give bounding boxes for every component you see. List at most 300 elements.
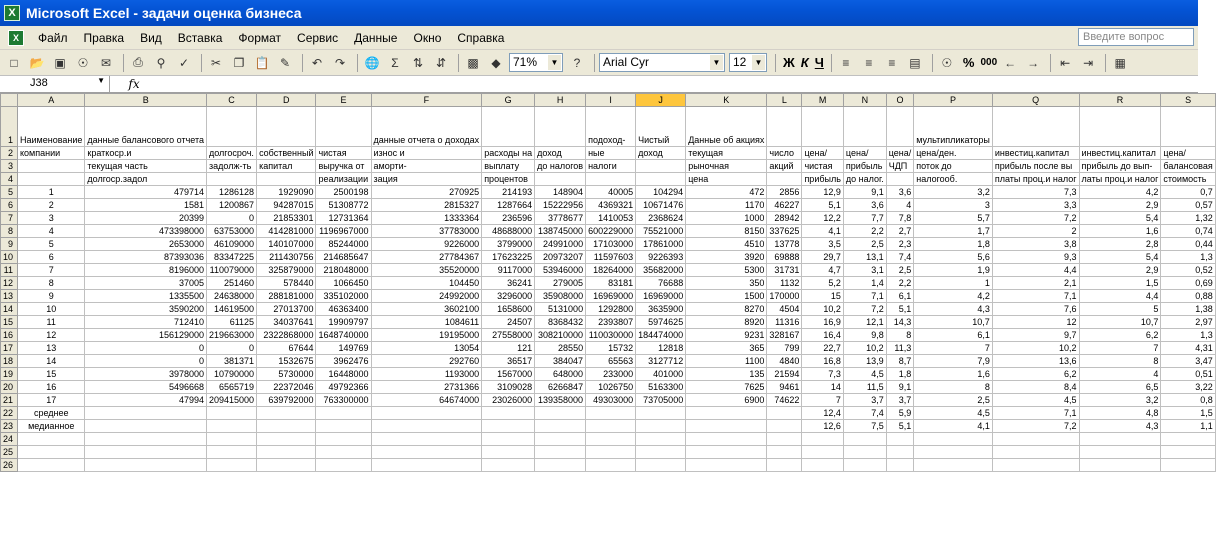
cell[interactable]: 17 [18,394,85,407]
cell[interactable] [636,407,686,420]
formula-input[interactable] [158,76,1198,92]
cell[interactable]: 2,8 [1079,238,1161,251]
cell[interactable]: 16,4 [802,329,843,342]
help-icon[interactable]: ? [573,55,581,70]
cell[interactable]: 4369321 [586,199,636,212]
cell[interactable]: 1658600 [482,303,535,316]
cell[interactable]: 10,7 [1079,316,1161,329]
name-box[interactable] [0,76,110,92]
cell[interactable]: Наименование [18,107,85,147]
cell[interactable] [802,459,843,472]
cell[interactable]: 37005 [85,277,207,290]
cell[interactable] [18,459,85,472]
cell[interactable]: 7,9 [914,355,993,368]
cell[interactable]: процентов [482,173,535,186]
cell[interactable]: 3602100 [371,303,482,316]
cell[interactable]: 2500198 [316,186,371,199]
cell[interactable]: 7,1 [992,407,1079,420]
cell[interactable]: 14619500 [207,303,257,316]
cell[interactable] [316,407,371,420]
cell[interactable]: 3,47 [1161,355,1215,368]
cell[interactable] [886,433,914,446]
cell[interactable]: число [767,147,802,160]
cell[interactable]: 1,8 [914,238,993,251]
cell[interactable]: 270925 [371,186,482,199]
cell[interactable]: 22,7 [802,342,843,355]
cell[interactable]: 27013700 [257,303,316,316]
row-header[interactable]: 7 [1,212,18,225]
cell[interactable]: налогооб. [914,173,993,186]
cell[interactable] [886,173,914,186]
cell[interactable]: 0 [85,355,207,368]
cell[interactable]: 1,7 [914,225,993,238]
cell[interactable]: 11597603 [586,251,636,264]
underline-button[interactable]: Ч [814,55,824,70]
cell[interactable] [767,433,802,446]
cell[interactable]: мультипликаторы [914,107,993,147]
cell[interactable] [207,107,257,147]
cell[interactable] [85,433,207,446]
cell[interactable]: 83347225 [207,251,257,264]
cell[interactable]: 11316 [767,316,802,329]
cell[interactable]: 1,5 [1161,407,1215,420]
cell[interactable] [207,407,257,420]
cell[interactable] [686,420,767,433]
cell[interactable]: 3,2 [914,186,993,199]
redo-icon[interactable]: ↷ [334,55,346,70]
cell[interactable]: 2,7 [886,225,914,238]
cell[interactable] [1161,446,1215,459]
cell[interactable] [767,446,802,459]
cell[interactable]: 28550 [535,342,586,355]
cell[interactable]: 1,1 [1161,420,1215,433]
cell[interactable]: 85244000 [316,238,371,251]
cell[interactable] [843,459,886,472]
cell[interactable]: 1,8 [886,368,914,381]
cell[interactable]: 7,8 [886,212,914,225]
cell[interactable] [482,459,535,472]
cell[interactable]: 4,2 [1079,186,1161,199]
cell[interactable]: 384047 [535,355,586,368]
cell[interactable]: 75521000 [636,225,686,238]
cell[interactable]: 7 [914,342,993,355]
cell[interactable] [636,459,686,472]
cell[interactable]: 104450 [371,277,482,290]
cell[interactable] [586,433,636,446]
cell[interactable] [18,433,85,446]
cell[interactable]: 473398000 [85,225,207,238]
cell[interactable] [316,420,371,433]
row-header[interactable]: 19 [1,368,18,381]
cell[interactable]: 0 [85,342,207,355]
cell[interactable] [257,173,316,186]
cell[interactable]: 64674000 [371,394,482,407]
cell[interactable] [686,446,767,459]
cell[interactable]: 8368432 [535,316,586,329]
align-left-icon[interactable]: ≡ [842,55,850,70]
cell[interactable] [992,459,1079,472]
cell[interactable]: 24638000 [207,290,257,303]
cell[interactable]: 5,7 [914,212,993,225]
cell[interactable] [1161,107,1215,147]
cell[interactable] [207,433,257,446]
cell[interactable]: 7 [18,264,85,277]
cell[interactable]: 401000 [636,368,686,381]
cell[interactable]: 3778677 [535,212,586,225]
cell[interactable]: 3,22 [1161,381,1215,394]
cell[interactable] [371,446,482,459]
cell[interactable]: 799 [767,342,802,355]
cell[interactable]: 28942 [767,212,802,225]
cell[interactable]: 1500 [686,290,767,303]
cell[interactable]: 3,6 [843,199,886,212]
cell[interactable]: 381371 [207,355,257,368]
cell[interactable]: 4,3 [914,303,993,316]
cell[interactable]: собственный [257,147,316,160]
cell[interactable]: 9,7 [992,329,1079,342]
cell[interactable]: 1196967000 [316,225,371,238]
menu-help[interactable]: Справка [457,30,505,45]
cell[interactable]: прибыль до вып- [1079,160,1161,173]
cell[interactable]: 1286128 [207,186,257,199]
cell[interactable]: 3978000 [85,368,207,381]
column-header-r[interactable]: R [1079,94,1161,107]
cell[interactable]: 2,3 [886,238,914,251]
cell[interactable]: 12731364 [316,212,371,225]
cell[interactable]: 17861000 [636,238,686,251]
row-header[interactable]: 1 [1,107,18,147]
cell[interactable]: 11,5 [843,381,886,394]
cell[interactable] [257,420,316,433]
cell[interactable]: 7,3 [802,368,843,381]
cell[interactable]: прибыль [843,160,886,173]
cell[interactable]: 4,4 [1079,290,1161,303]
cell[interactable]: 4510 [686,238,767,251]
column-header-q[interactable]: Q [992,94,1079,107]
cell[interactable]: 9231 [686,329,767,342]
cell[interactable]: 4,2 [914,290,993,303]
cell[interactable] [636,433,686,446]
menu-edit[interactable]: Правка [83,30,125,45]
cell[interactable]: 4 [886,199,914,212]
cell[interactable]: 209415000 [207,394,257,407]
cell[interactable]: 5,1 [802,199,843,212]
cell[interactable]: 156129000 [85,329,207,342]
column-header-b[interactable]: B [85,94,207,107]
cell[interactable]: ЧДП [886,160,914,173]
cell[interactable]: 4,3 [1079,420,1161,433]
cell[interactable]: 1,9 [914,264,993,277]
cell[interactable]: 15 [802,290,843,303]
cell[interactable]: 16448000 [316,368,371,381]
cell[interactable] [257,107,316,147]
cell[interactable]: 1567000 [482,368,535,381]
cell[interactable]: 7,1 [843,290,886,303]
cell[interactable]: 10671476 [636,199,686,212]
column-header-l[interactable]: L [767,94,802,107]
cell[interactable]: 479714 [85,186,207,199]
cell[interactable]: 1292800 [586,303,636,316]
cell[interactable]: 6,2 [992,368,1079,381]
cell[interactable]: цена/ [802,147,843,160]
cell[interactable] [482,420,535,433]
cell[interactable]: 325879000 [257,264,316,277]
cell[interactable]: 1410053 [586,212,636,225]
cell[interactable] [371,420,482,433]
cell[interactable]: 46109000 [207,238,257,251]
cell[interactable]: 67644 [257,342,316,355]
cell[interactable] [1079,107,1161,147]
row-header[interactable]: 9 [1,238,18,251]
cell[interactable] [535,420,586,433]
cell[interactable]: долгосроч. [207,147,257,160]
cell[interactable]: 140107000 [257,238,316,251]
cell[interactable] [802,433,843,446]
cell[interactable]: 0,7 [1161,186,1215,199]
cell[interactable]: Данные об акциях [686,107,767,147]
cell[interactable]: 12,1 [843,316,886,329]
cell[interactable]: 8 [886,329,914,342]
cell[interactable]: 2,2 [843,225,886,238]
cell[interactable] [535,433,586,446]
cell[interactable] [371,433,482,446]
row-header[interactable]: 26 [1,459,18,472]
cell[interactable]: 63753000 [207,225,257,238]
currency-icon[interactable]: ☉ [941,55,953,70]
cell[interactable]: 139358000 [535,394,586,407]
cell[interactable]: краткоср.и [85,147,207,160]
borders-icon[interactable]: ▦ [1114,55,1126,70]
thousands-button[interactable]: 000 [980,57,998,68]
cell[interactable]: 279005 [535,277,586,290]
cell[interactable]: 1,3 [1161,329,1215,342]
cell[interactable]: 110030000 [586,329,636,342]
cell[interactable]: 1,3 [1161,251,1215,264]
cell[interactable]: 0,44 [1161,238,1215,251]
cell[interactable] [482,107,535,147]
cell[interactable]: 6900 [686,394,767,407]
cell[interactable]: 22372046 [257,381,316,394]
cell[interactable]: 2368624 [636,212,686,225]
row-header[interactable]: 2 [1,147,18,160]
cell[interactable] [1161,433,1215,446]
cell[interactable] [1079,446,1161,459]
cell[interactable]: 7,4 [843,407,886,420]
cell[interactable] [535,459,586,472]
cell[interactable]: 10,2 [843,342,886,355]
cell[interactable]: 6,5 [1079,381,1161,394]
cell[interactable]: капитал [257,160,316,173]
column-header-m[interactable]: M [802,94,843,107]
merge-center-icon[interactable]: ▤ [909,55,921,70]
copy-icon[interactable]: ❐ [233,55,245,70]
cell[interactable] [886,446,914,459]
cell[interactable]: 335102000 [316,290,371,303]
cell[interactable]: 23026000 [482,394,535,407]
sheet-table[interactable] [0,93,1216,472]
drawing-icon[interactable]: ◆ [491,55,501,70]
cell[interactable]: 1066450 [316,277,371,290]
cell[interactable]: 83181 [586,277,636,290]
cell[interactable]: 3127712 [636,355,686,368]
cell[interactable]: 2653000 [85,238,207,251]
cell[interactable]: 9,8 [843,329,886,342]
cell[interactable]: 3,1 [843,264,886,277]
cell[interactable]: 15732 [586,342,636,355]
cell[interactable]: 2,5 [843,238,886,251]
cell[interactable] [482,446,535,459]
cell[interactable]: 1026750 [586,381,636,394]
cell[interactable]: 13054 [371,342,482,355]
menu-format[interactable]: Формат [238,30,282,45]
cell[interactable] [207,420,257,433]
cell[interactable]: 7,3 [992,186,1079,199]
cell[interactable]: 10 [18,303,85,316]
cell[interactable]: 1 [18,186,85,199]
column-header-h[interactable]: H [535,94,586,107]
cell[interactable]: инвестиц.капитал [992,147,1079,160]
cell[interactable]: 49303000 [586,394,636,407]
cell[interactable] [316,446,371,459]
cell[interactable]: текущая [686,147,767,160]
cell[interactable]: 0,52 [1161,264,1215,277]
cell[interactable]: 7,2 [992,212,1079,225]
cell[interactable]: 251460 [207,277,257,290]
menu-file[interactable]: Файл [38,30,68,45]
cell[interactable]: 10,2 [992,342,1079,355]
cell[interactable]: 138745000 [535,225,586,238]
cell[interactable]: латы проц.и налог [1079,173,1161,186]
cell[interactable]: 350 [686,277,767,290]
italic-button[interactable]: К [800,55,809,70]
cell[interactable]: 12,2 [802,212,843,225]
cell[interactable]: 69888 [767,251,802,264]
row-header[interactable]: 3 [1,160,18,173]
cell[interactable]: 5974625 [636,316,686,329]
cell[interactable]: 3,6 [886,186,914,199]
cell[interactable]: 184474000 [636,329,686,342]
cell[interactable]: 578440 [257,277,316,290]
cell[interactable]: 1,6 [914,368,993,381]
autosum-icon[interactable]: Σ [391,55,399,70]
cell[interactable]: 7,6 [992,303,1079,316]
chevron-down-icon[interactable]: ▼ [752,55,765,70]
cell[interactable]: 2,9 [1079,199,1161,212]
cell[interactable] [257,459,316,472]
cell[interactable]: аморти- [371,160,482,173]
cell[interactable]: 37783000 [371,225,482,238]
font-size-select[interactable] [729,53,767,72]
cell[interactable]: чистая [802,160,843,173]
cell[interactable] [257,407,316,420]
cell[interactable]: 8 [1079,355,1161,368]
cell[interactable]: 4 [1079,368,1161,381]
cell[interactable]: поток до [914,160,993,173]
cell[interactable]: 16,9 [802,316,843,329]
cell[interactable]: 3109028 [482,381,535,394]
cell[interactable]: 2,9 [1079,264,1161,277]
cell[interactable] [1079,459,1161,472]
cell[interactable] [207,173,257,186]
cell[interactable]: данные балансового отчета [85,107,207,147]
cell[interactable]: 2,5 [886,264,914,277]
cell[interactable] [686,433,767,446]
cell[interactable]: задолж-ть [207,160,257,173]
cell[interactable]: текущая часть [85,160,207,173]
cell[interactable]: 472 [686,186,767,199]
cell[interactable]: 9,1 [886,381,914,394]
cell[interactable]: 9117000 [482,264,535,277]
cell[interactable]: 214685647 [316,251,371,264]
cell[interactable]: акций [767,160,802,173]
open-icon[interactable]: 📂 [29,55,45,70]
cell[interactable]: 4,7 [802,264,843,277]
cell[interactable]: 36241 [482,277,535,290]
cell[interactable]: 2 [992,225,1079,238]
cell[interactable]: 6565719 [207,381,257,394]
cell[interactable]: 1287664 [482,199,535,212]
column-header-c[interactable]: C [207,94,257,107]
cell[interactable]: рыночная [686,160,767,173]
cell[interactable]: 14 [802,381,843,394]
increase-decimal-icon[interactable]: ← [1004,55,1017,70]
bold-button[interactable]: Ж [783,55,795,70]
cell[interactable]: 7 [1079,342,1161,355]
cell[interactable]: 2856 [767,186,802,199]
cell[interactable]: 2731366 [371,381,482,394]
cell[interactable]: чистая [316,147,371,160]
cell[interactable]: 2,97 [1161,316,1215,329]
cell[interactable] [586,173,636,186]
cell[interactable]: 31731 [767,264,802,277]
cell[interactable]: 4 [18,225,85,238]
cell[interactable]: 4,8 [1079,407,1161,420]
cell[interactable]: 7,5 [843,420,886,433]
cell[interactable]: цена [686,173,767,186]
cell[interactable]: 121 [482,342,535,355]
cell[interactable]: 3296000 [482,290,535,303]
cell[interactable]: 3635900 [636,303,686,316]
permission-icon[interactable]: ☉ [77,55,89,70]
cell[interactable]: 3,2 [1079,394,1161,407]
cell[interactable]: 34037641 [257,316,316,329]
cell[interactable] [767,420,802,433]
cell[interactable]: 3 [914,199,993,212]
row-header[interactable]: 10 [1,251,18,264]
cell[interactable]: 9226393 [636,251,686,264]
row-header[interactable]: 11 [1,264,18,277]
cell[interactable]: медианное [18,420,85,433]
cell[interactable]: 35908000 [535,290,586,303]
column-header-g[interactable]: G [482,94,535,107]
cell[interactable]: Чистый [636,107,686,147]
cell[interactable]: 3,7 [843,394,886,407]
zoom-select[interactable] [509,53,563,72]
cell[interactable]: зация [371,173,482,186]
row-header[interactable]: 23 [1,420,18,433]
cell[interactable]: 288181000 [257,290,316,303]
cell[interactable]: 10790000 [207,368,257,381]
cell[interactable]: 236596 [482,212,535,225]
cell[interactable]: цена/ [1161,147,1215,160]
row-header[interactable]: 18 [1,355,18,368]
cell[interactable]: 5,9 [886,407,914,420]
cell[interactable]: 6,2 [1079,329,1161,342]
row-header[interactable]: 17 [1,342,18,355]
cell[interactable]: прибыль [802,173,843,186]
cell[interactable]: 0,51 [1161,368,1215,381]
cell[interactable]: 219663000 [207,329,257,342]
